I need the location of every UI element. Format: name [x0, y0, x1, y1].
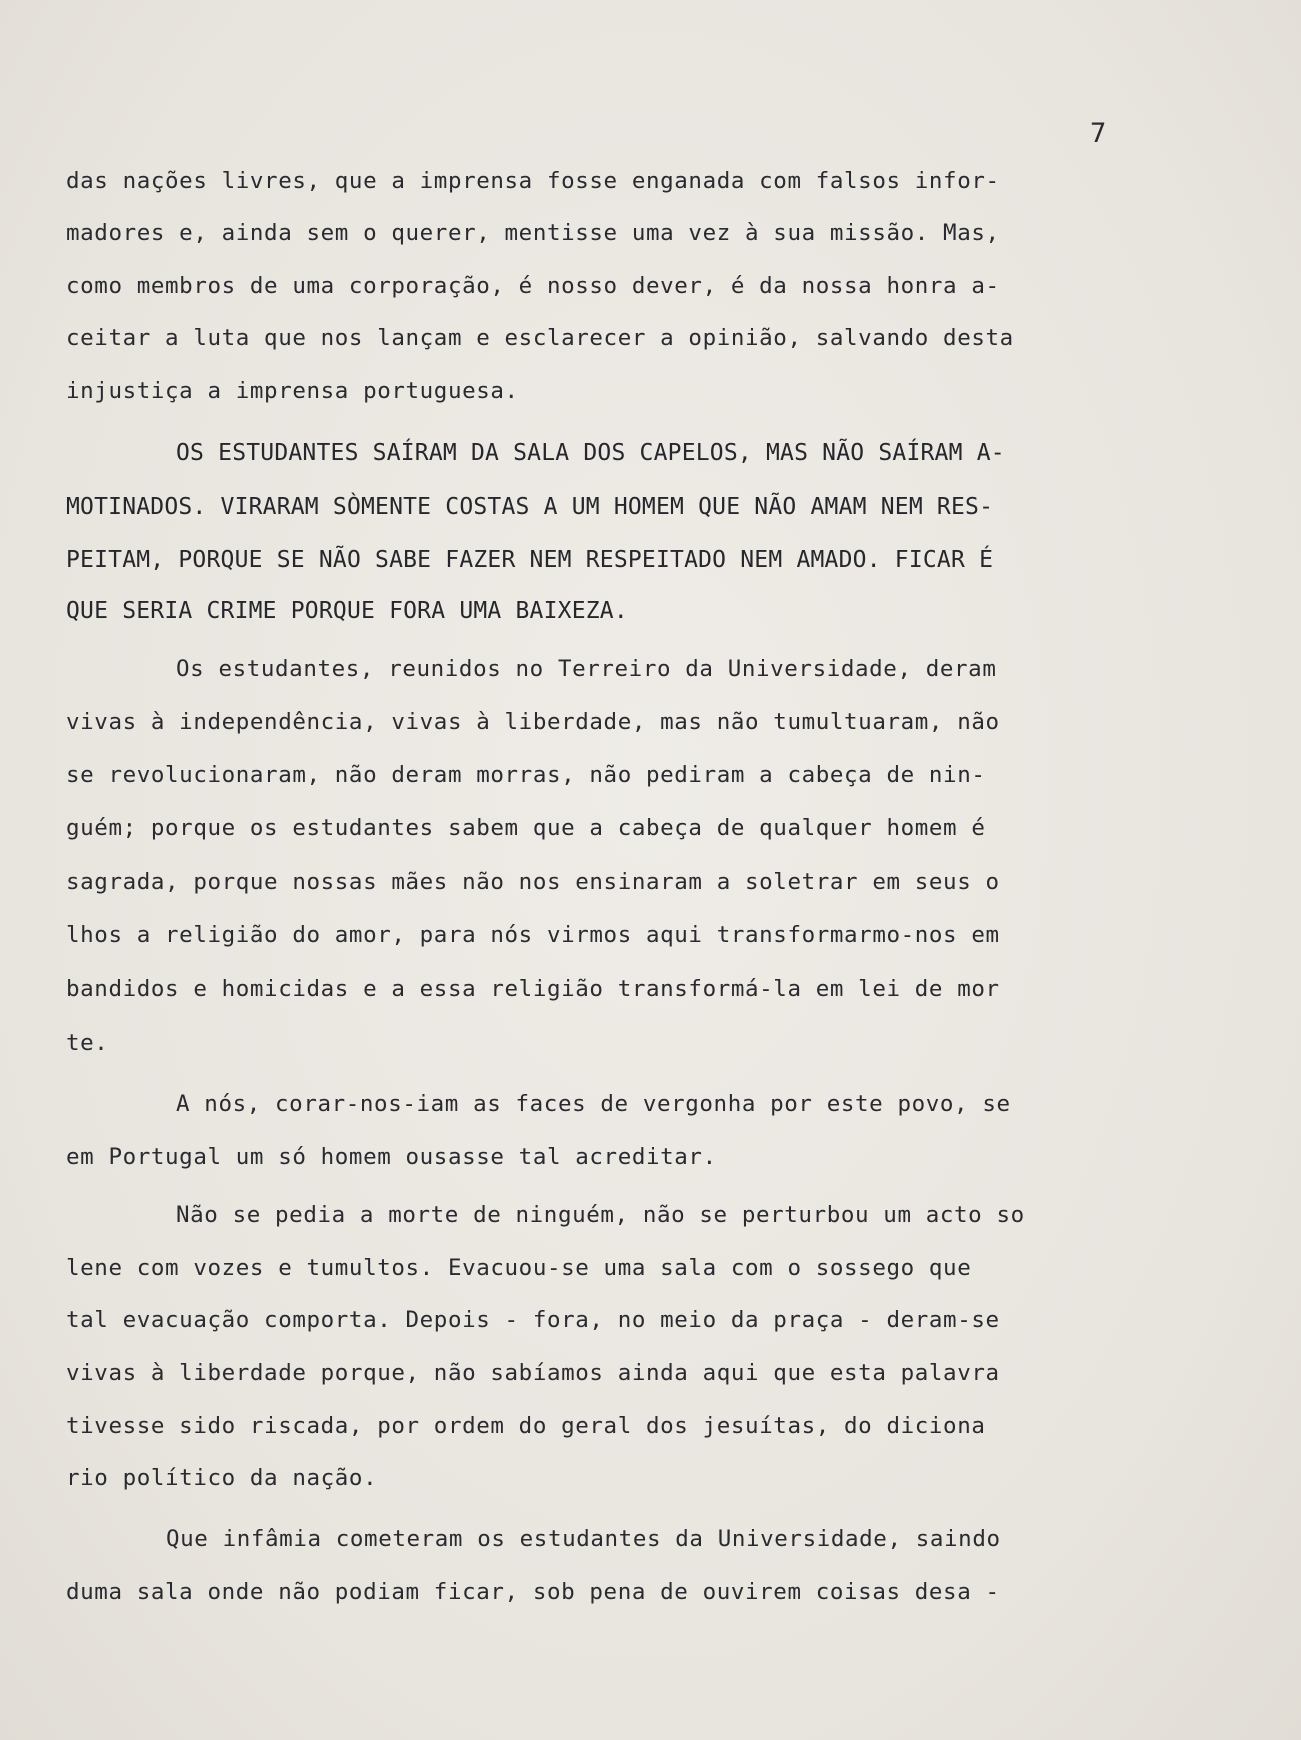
text-line: duma sala onde não podiam ficar, sob pena de ouvirem coisas desa -: [66, 1579, 1000, 1605]
text-line: Não se pedia a morte de ninguém, não se perturbou um acto so: [176, 1202, 1025, 1228]
text-line: sagrada, porque nossas mães não nos ensinaram a soletrar em seus o: [66, 869, 1000, 895]
emphasis-line: MOTINADOS. VIRARAM SÒMENTE COSTAS A UM HOMEM QUE NÃO AMAM NEM RES-: [66, 494, 994, 520]
emphasis-line: PEITAM, PORQUE SE NÃO SABE FAZER NEM RESPEITADO NEM AMADO. FICAR É: [66, 547, 994, 573]
text-line: Os estudantes, reunidos no Terreiro da Universidade, deram: [176, 656, 997, 682]
emphasis-line: OS ESTUDANTES SAÍRAM DA SALA DOS CAPELOS, MAS NÃO SAÍRAM A-: [176, 440, 1005, 466]
text-line: em Portugal um só homem ousasse tal acreditar.: [66, 1144, 717, 1170]
text-line: das nações livres, que a imprensa fosse enganada com falsos infor-: [66, 168, 1000, 194]
text-line: lene com vozes e tumultos. Evacuou-se uma sala com o sossego que: [66, 1255, 972, 1281]
emphasis-line: QUE SERIA CRIME PORQUE FORA UMA BAIXEZA.: [66, 598, 628, 624]
text-line: rio político da nação.: [66, 1465, 378, 1491]
text-line: Que infâmia cometeram os estudantes da Universidade, saindo: [166, 1526, 1001, 1552]
text-line: vivas à independência, vivas à liberdade, mas não tumultuaram, não: [66, 709, 1000, 735]
text-line: tal evacuação comporta. Depois - fora, no meio da praça - deram-se: [66, 1307, 1000, 1333]
text-line: bandidos e homicidas e a essa religião transformá-la em lei de mor: [66, 976, 1000, 1002]
text-line: A nós, corar-nos-iam as faces de vergonha por este povo, se: [176, 1091, 1011, 1117]
text-line: injustiça a imprensa portuguesa.: [66, 378, 519, 404]
text-line: te.: [66, 1030, 109, 1056]
text-line: vivas à liberdade porque, não sabíamos ainda aqui que esta palavra: [66, 1360, 1000, 1386]
page-number: 7: [1090, 118, 1107, 149]
text-line: como membros de uma corporação, é nosso dever, é da nossa honra a-: [66, 273, 1000, 299]
text-line: tivesse sido riscada, por ordem do geral dos jesuítas, do diciona: [66, 1413, 986, 1439]
text-line: madores e, ainda sem o querer, mentisse uma vez à sua missão. Mas,: [66, 220, 1000, 246]
text-line: ceitar a luta que nos lançam e esclarecer a opinião, salvando desta: [66, 325, 1014, 351]
text-line: guém; porque os estudantes sabem que a cabeça de qualquer homem é: [66, 815, 986, 841]
text-line: se revolucionaram, não deram morras, não pediram a cabeça de nin-: [66, 762, 986, 788]
text-line: lhos a religião do amor, para nós virmos aqui transformarmo-nos em: [66, 922, 1000, 948]
